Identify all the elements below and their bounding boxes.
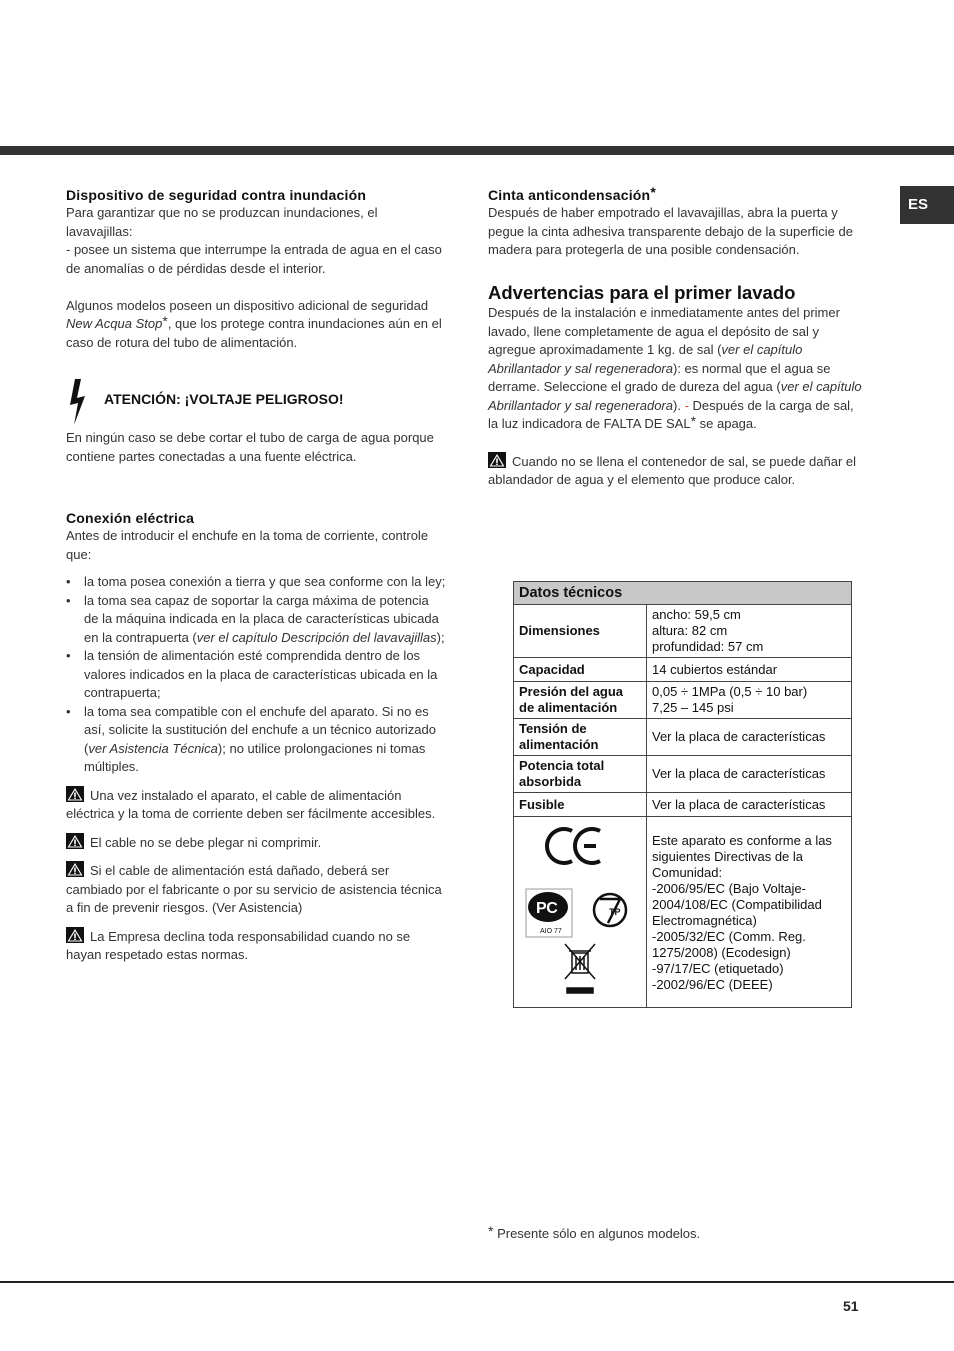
table-title: Datos técnicos bbox=[514, 582, 852, 605]
warning-icon bbox=[66, 927, 84, 943]
certification-marks bbox=[514, 817, 647, 1008]
first-wash-title: Advertencias para el primer lavado bbox=[488, 282, 796, 303]
list-item: • la toma posea conexión a tierra y que sea conforme con la ley; bbox=[66, 573, 446, 592]
bottom-rule bbox=[0, 1281, 954, 1283]
electrical-checklist bbox=[66, 573, 446, 777]
voltage-warning-text-block bbox=[66, 429, 446, 466]
row-key: Presión del agua de alimentación bbox=[514, 682, 647, 719]
row-value: ancho: 59,5 cm altura: 82 cm profundidad: 57 cm bbox=[647, 605, 852, 658]
row-key: Tensión de alimentación bbox=[514, 719, 647, 756]
flood-protection-title: Dispositivo de seguridad contra inundación bbox=[66, 187, 367, 203]
warning-icon bbox=[66, 786, 84, 802]
row-key: Potencia total absorbida bbox=[514, 756, 647, 793]
list-item: • la toma sea capaz de soportar la carga máxima de potencia de la máquina indicada en la placa de características ubicada en la contrapuerta (ver el capítulo Descripción del lavavajillas); bbox=[66, 592, 446, 648]
page-number: 51 bbox=[843, 1298, 859, 1314]
language-tab: ES bbox=[900, 186, 954, 224]
electrical-connection-section bbox=[66, 509, 446, 965]
warning-note: Una vez instalado el aparato, el cable de alimentación eléctrica y la toma de corriente deben ser fácilmente accesibles. bbox=[66, 787, 436, 821]
row-value: 0,05 ÷ 1MPa (0,5 ÷ 10 bar) 7,25 – 145 psi bbox=[647, 682, 852, 719]
flood-protection-section bbox=[66, 186, 446, 352]
warning-note: Si el cable de alimentación está dañado, deberá ser cambiado por el fabricante o por su servicio de asistencia técnica a fin de prevenir riesgos. (Ver Asistencia) bbox=[66, 863, 442, 915]
flood-protection-p1: Para garantizar que no se produzcan inundaciones, el lavavajillas: bbox=[66, 205, 378, 239]
row-value: Ver la placa de características bbox=[647, 719, 852, 756]
warning-icon bbox=[488, 452, 506, 468]
table-header bbox=[514, 582, 852, 605]
table-row bbox=[514, 817, 852, 1008]
row-value: Ver la placa de características bbox=[647, 756, 852, 793]
row-key: Dimensiones bbox=[514, 605, 647, 658]
table-row bbox=[514, 605, 852, 658]
warning-note: El cable no se debe plegar ni comprimir. bbox=[66, 833, 446, 853]
voltage-warning bbox=[66, 378, 446, 426]
pct-certification-icon bbox=[526, 889, 572, 937]
conformity-statement: Este aparato es conforme a las siguientes Directivas de la Comunidad: -2006/95/EC (Bajo Voltaje-2004/108/EC (Compatibilidad Electromagnética) -2005/32/EC (Comm. Reg. 1275/2008) (Ecodesign) -97/17/EC (etiquetado) -2002/96/EC (DEEE) bbox=[647, 817, 852, 1008]
svg-text:РС: РС bbox=[536, 900, 558, 917]
anticondensation-text: Después de haber empotrado el lavavajillas, abra la puerta y pegue la cinta adhesiva transparente debajo de la superficie de madera para protegerla de una posible condensación. bbox=[488, 205, 853, 257]
weee-bin-icon bbox=[565, 944, 595, 993]
salt-warning-note: Cuando no se llena el contenedor de sal, se puede dañar el ablandador de agua y el elemento que produce calor. bbox=[488, 453, 857, 487]
warning-icon bbox=[66, 861, 84, 877]
table-row bbox=[514, 719, 852, 756]
technical-data-table bbox=[513, 581, 852, 1008]
table-row bbox=[514, 756, 852, 793]
anticondensation-title: Cinta anticondensación* bbox=[488, 184, 656, 203]
top-bar bbox=[0, 146, 954, 155]
table-row bbox=[514, 793, 852, 817]
warning-note: La Empresa declina toda responsabilidad cuando no se hayan respetado estas normas. bbox=[66, 928, 411, 962]
anticondensation-section bbox=[488, 186, 863, 260]
svg-text:ТР: ТР bbox=[609, 907, 621, 917]
certification-icons bbox=[520, 819, 640, 1001]
electrical-connection-intro: Antes de introducir el enchufe en la toma de corriente, controle que: bbox=[66, 528, 429, 562]
row-value: 14 cubiertos estándar bbox=[647, 658, 852, 682]
flood-protection-p3: Algunos modelos poseen un dispositivo adicional de seguridad New Acqua Stop*, que los protege contra inundaciones aún en el caso de rotura del tubo de alimentación. bbox=[66, 297, 442, 350]
gost-eac-icon bbox=[594, 894, 626, 926]
cert-label: AIO 77 bbox=[540, 928, 562, 935]
row-key: Fusible bbox=[514, 793, 647, 817]
row-value: Ver la placa de características bbox=[647, 793, 852, 817]
voltage-warning-text: En ningún caso se debe cortar el tubo de carga de agua porque contiene partes conectadas a una fuente eléctrica. bbox=[66, 430, 434, 464]
list-item: • la toma sea compatible con el enchufe del aparato. Si no es así, solicite la sustitución del enchufe a un técnico autorizado (ver Asistencia Técnica); no utilice prolongaciones ni tomas múltiples. bbox=[66, 703, 446, 777]
row-key: Capacidad bbox=[514, 658, 647, 682]
warning-icon bbox=[66, 833, 84, 849]
flood-protection-p2: - posee un sistema que interrumpe la entrada de agua en el caso de anomalías o de pérdidas desde el interior. bbox=[66, 242, 442, 276]
ce-mark-icon bbox=[547, 829, 600, 863]
table-row bbox=[514, 682, 852, 719]
table-row bbox=[514, 658, 852, 682]
list-item: • la tensión de alimentación esté comprendida dentro de los valores indicados en la placa de características ubicada en la contrapuerta; bbox=[66, 647, 446, 703]
first-wash-text: Después de la instalación e inmediatamente antes del primer lavado, llene completamente de agua el depósito de sal y agregue aproximadamente 1 kg. de sal (ver el capítulo Abrillantador y sal regeneradora): es normal que el agua se derrame. Seleccione el grado de dureza del agua (ver el capítulo Abrillantador y sal regeneradora). - Después de la carga de sal, la luz indicadora de FALTA DE SAL* se apaga. bbox=[488, 305, 862, 431]
voltage-warning-title: ATENCIÓN: ¡VOLTAJE PELIGROSO! bbox=[104, 391, 344, 407]
footnote: * Presente sólo en algunos modelos. bbox=[488, 1223, 701, 1241]
lightning-bolt-icon bbox=[66, 378, 90, 426]
electrical-connection-title: Conexión eléctrica bbox=[66, 510, 195, 526]
first-wash-section bbox=[488, 282, 863, 490]
